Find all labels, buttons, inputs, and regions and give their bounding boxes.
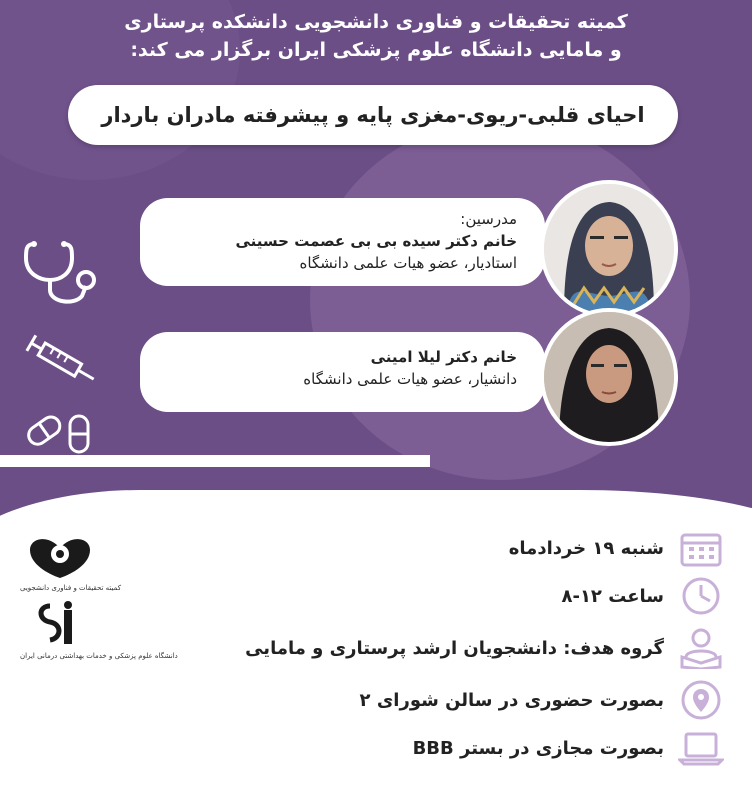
location-pin-icon <box>678 680 724 720</box>
clock-icon <box>678 576 724 616</box>
student-research-logo-mark <box>20 530 100 580</box>
online-platform: بصورت مجازی در بستر BBB <box>412 737 664 759</box>
event-title: احیای قلبی-ریوی-مغزی پایه و پیشرفته مادران باردار <box>68 85 678 145</box>
pills-icon <box>22 402 102 462</box>
instructor-role: استادیار، عضو هیات علمی دانشگاه <box>299 254 517 272</box>
university-logo <box>20 600 178 660</box>
info-row-date <box>509 528 724 568</box>
stethoscope-icon <box>22 240 102 310</box>
header-line-1: کمیته تحقیقات و فناوری دانشجویی دانشکده پرستاری <box>124 11 628 33</box>
instructor-role: دانشیار، عضو هیات علمی دانشگاه <box>303 370 517 388</box>
event-date: شنبه ۱۹ خردادماه <box>508 537 664 559</box>
logo-caption: دانشگاه علوم پزشکی و خدمات بهداشتی درمانی ایران <box>20 652 178 660</box>
info-row-online <box>413 728 724 768</box>
info-row-audience <box>245 628 724 668</box>
syringe-icon <box>22 332 102 392</box>
target-audience: گروه هدف: دانشجویان ارشد پرستاری و مامایی <box>245 637 664 659</box>
laptop-icon <box>678 728 724 768</box>
info-row-location <box>360 680 724 720</box>
instructors-label: مدرسین: <box>460 210 517 228</box>
university-logo-mark <box>20 600 100 648</box>
medical-icons <box>22 240 102 462</box>
info-row-time <box>561 576 724 616</box>
student-research-logo <box>20 530 121 592</box>
instructor-name: خانم دکتر سیده بی بی عصمت حسینی <box>235 232 517 250</box>
instructor-name: خانم دکتر لیلا امینی <box>370 348 517 366</box>
instructor-card-2 <box>140 332 545 412</box>
instructor-photo-1 <box>540 180 678 318</box>
calendar-icon <box>678 528 724 568</box>
event-time: ساعت ۱۲-۸ <box>561 585 664 607</box>
header-line-2: و مامایی دانشگاه علوم پزشکی ایران برگزار می کند: <box>130 39 622 61</box>
audience-icon <box>678 628 724 668</box>
in-person-location: بصورت حضوری در سالن شورای ۲ <box>359 689 664 711</box>
instructor-photo-2 <box>540 308 678 446</box>
instructor-card-1 <box>140 198 545 286</box>
logo-caption: کمیته تحقیقات و فناوری دانشجویی <box>20 584 122 592</box>
organizer-header <box>20 8 732 64</box>
divider-bar <box>0 455 430 467</box>
